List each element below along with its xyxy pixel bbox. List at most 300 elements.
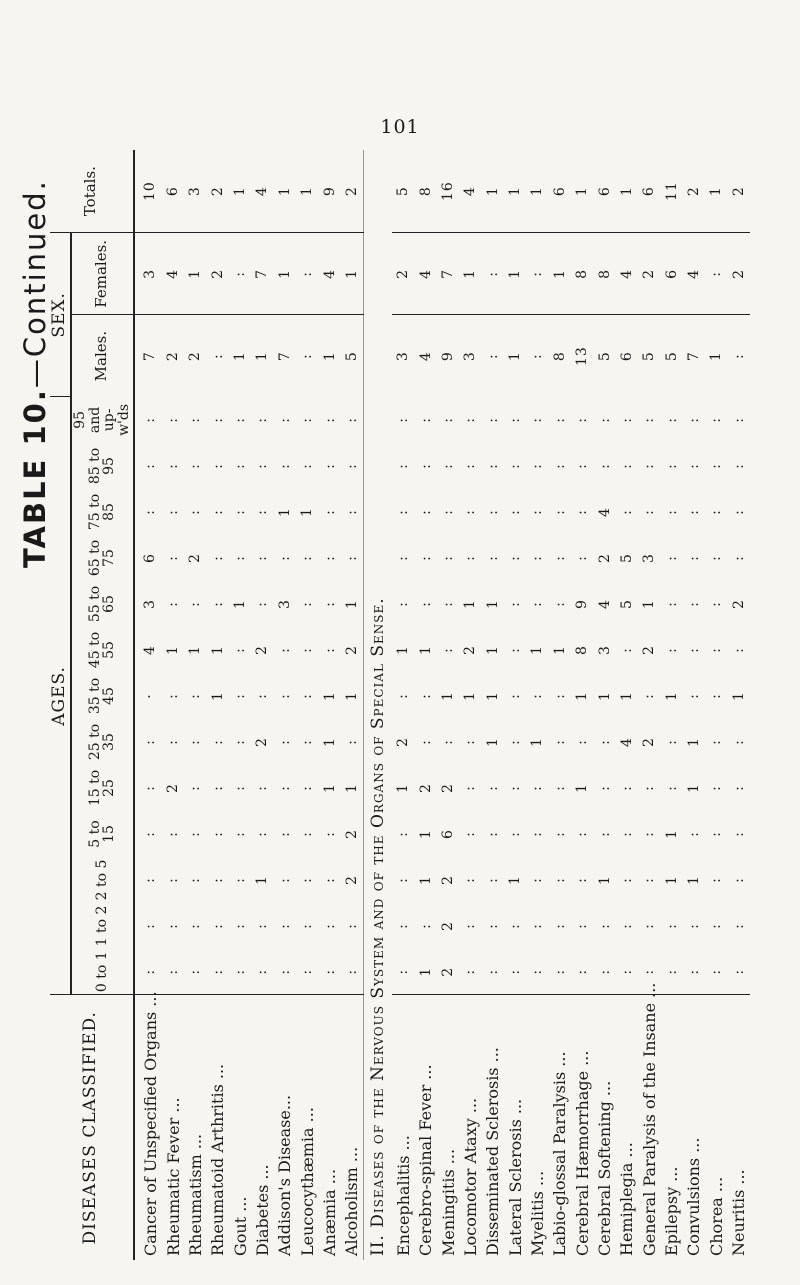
disease-name: Myelitis ... xyxy=(526,995,548,1260)
age-cell: : xyxy=(484,555,501,561)
age-cell: : xyxy=(165,417,181,423)
table-row xyxy=(296,150,318,1260)
diseases-header: DISEASES CLASSIFIED. xyxy=(50,995,134,1260)
table-title-rest: —Continued. xyxy=(18,179,52,389)
rotated-table-container xyxy=(50,150,750,1260)
males-cell: 2 xyxy=(184,315,206,397)
age-cell: : xyxy=(232,968,249,975)
age-cell: : xyxy=(254,968,271,975)
table-row xyxy=(638,150,660,1260)
age-column-header: 95 and up-w'ds xyxy=(71,403,132,436)
age-cell: : xyxy=(730,831,747,837)
table-row xyxy=(683,150,705,1260)
age-cell: : xyxy=(685,555,702,561)
disease-name: Locomotor Ataxy ... xyxy=(459,995,481,1260)
total-cell: 5 xyxy=(395,186,412,197)
disease-name: Addison's Disease... xyxy=(274,995,296,1260)
disease-name: Anæmia ... xyxy=(318,995,340,1260)
females-cell: 7 xyxy=(251,233,273,315)
age-cell: 1 xyxy=(417,966,434,977)
age-cell: : xyxy=(254,555,271,561)
age-cell: 1 xyxy=(321,737,338,747)
males-cell: 5 xyxy=(638,315,660,397)
age-cell: 4 xyxy=(618,737,635,747)
age-cell: : xyxy=(232,647,249,653)
age-cell: : xyxy=(276,647,293,653)
table-row xyxy=(318,150,340,1260)
table-row xyxy=(134,150,162,1260)
age-column-header: 55 to 65 xyxy=(86,585,118,623)
header-row-groups xyxy=(50,150,71,1260)
age-cell: : xyxy=(299,693,316,699)
age-cell: : xyxy=(209,601,226,607)
age-cell: : xyxy=(395,601,412,607)
age-cell: : xyxy=(529,923,546,929)
disease-name: Cerebral Hæmorrhage ... xyxy=(571,995,593,1260)
age-cell: 1 xyxy=(618,691,635,701)
age-cell: : xyxy=(529,785,546,791)
age-cell: : xyxy=(641,968,658,975)
disease-name: Lateral Sclerosis ... xyxy=(504,995,526,1260)
disease-name: Cerebral Softening ... xyxy=(593,995,615,1260)
age-cell: : xyxy=(574,923,591,929)
age-cell: : xyxy=(618,509,635,515)
age-cell: : xyxy=(462,463,479,469)
age-cell: : xyxy=(484,463,501,469)
age-cell: 1 xyxy=(254,875,271,885)
age-cell: 1 xyxy=(663,875,680,885)
age-cell: 1 xyxy=(462,691,479,701)
total-cell: 1 xyxy=(507,186,524,197)
age-cell: : xyxy=(641,831,658,837)
table-row xyxy=(482,150,504,1260)
age-cell: : xyxy=(618,647,635,653)
age-cell: : xyxy=(395,968,412,975)
age-cell: : xyxy=(299,463,316,469)
age-cell: : xyxy=(708,601,725,607)
age-cell: : xyxy=(574,555,591,561)
age-cell: : xyxy=(187,463,204,469)
total-cell: 10 xyxy=(142,181,159,202)
males-cell: : xyxy=(482,315,504,397)
age-cell: : xyxy=(484,785,501,791)
table-row xyxy=(274,150,296,1260)
females-cell: 3 xyxy=(134,233,162,315)
age-cell: : xyxy=(395,417,412,423)
males-cell: 5 xyxy=(341,315,364,397)
age-cell: 3 xyxy=(641,553,658,563)
males-cell: 4 xyxy=(415,315,437,397)
males-cell: : xyxy=(728,315,750,397)
total-cell: 4 xyxy=(462,186,479,197)
age-cell: : xyxy=(618,463,635,469)
section-row xyxy=(364,150,393,1260)
age-cell: 4 xyxy=(596,599,613,609)
table-row xyxy=(571,150,593,1260)
males-cell: 5 xyxy=(593,315,615,397)
section-title: II. Diseases of the Nervous System and of the Organs of Special Sense. xyxy=(364,150,393,1260)
total-cell: 1 xyxy=(618,186,635,197)
age-cell: 1 xyxy=(395,783,412,793)
page-number: 101 xyxy=(380,116,420,138)
age-cell: : xyxy=(321,463,338,469)
age-cell: : xyxy=(187,739,204,745)
age-cell: : xyxy=(440,463,457,469)
age-cell: : xyxy=(685,831,702,837)
age-cell: : xyxy=(507,785,524,791)
total-cell: 2 xyxy=(730,186,747,197)
age-cell: : xyxy=(209,509,226,515)
age-cell: : xyxy=(165,509,181,515)
age-cell: : xyxy=(484,923,501,929)
age-cell: : xyxy=(551,601,568,607)
females-cell: 2 xyxy=(392,233,414,315)
age-cell: : xyxy=(507,831,524,837)
age-cell: : xyxy=(641,877,658,883)
age-cell: : xyxy=(417,601,434,607)
age-cell: : xyxy=(142,417,159,423)
age-cell: 1 xyxy=(529,737,546,747)
age-cell: : xyxy=(276,739,293,745)
table-title xyxy=(18,179,52,568)
age-cell: : xyxy=(417,739,434,745)
age-cell: 6 xyxy=(142,553,159,563)
age-cell: : xyxy=(165,923,181,929)
females-cell: 1 xyxy=(184,233,206,315)
age-cell: 1 xyxy=(484,599,501,609)
age-cell: : xyxy=(276,693,293,699)
age-cell: : xyxy=(276,831,293,837)
age-cell: 2 xyxy=(165,783,181,793)
age-cell: : xyxy=(484,417,501,423)
age-cell: : xyxy=(507,417,524,423)
age-cell: : xyxy=(663,555,680,561)
females-cell: 2 xyxy=(728,233,750,315)
age-cell: : xyxy=(254,693,271,699)
age-cell: : xyxy=(641,509,658,515)
age-column-header: 5 to 15 xyxy=(86,820,118,848)
age-cell: : xyxy=(254,509,271,515)
table-row xyxy=(660,150,682,1260)
females-cell: : xyxy=(229,233,251,315)
age-cell: : xyxy=(574,509,591,515)
females-cell: : xyxy=(705,233,727,315)
age-cell: : xyxy=(232,693,249,699)
age-cell: 1 xyxy=(440,691,457,701)
males-cell: 5 xyxy=(660,315,682,397)
age-cell: : xyxy=(276,555,293,561)
age-cell: : xyxy=(440,601,457,607)
total-cell: 1 xyxy=(574,186,591,197)
total-cell: 8 xyxy=(417,186,434,197)
age-cell: 1 xyxy=(685,737,702,747)
age-cell: 8 xyxy=(574,645,591,655)
age-cell: : xyxy=(417,417,434,423)
age-cell: : xyxy=(730,647,747,653)
age-cell: : xyxy=(187,831,204,837)
total-cell: 1 xyxy=(299,186,316,197)
males-cell: 7 xyxy=(134,315,162,397)
age-cell: 2 xyxy=(440,783,457,793)
age-cell: : xyxy=(209,968,226,975)
age-cell: : xyxy=(209,877,226,883)
table-row xyxy=(341,150,364,1260)
age-cell: : xyxy=(232,555,249,561)
age-cell: : xyxy=(254,923,271,929)
age-cell: : xyxy=(730,509,747,515)
age-cell: : xyxy=(663,647,680,653)
table-row xyxy=(504,150,526,1260)
age-cell: : xyxy=(165,463,181,469)
age-cell: : xyxy=(321,968,338,975)
total-cell: 2 xyxy=(209,186,226,197)
males-cell: 13 xyxy=(571,315,593,397)
age-cell: 5 xyxy=(618,553,635,563)
ages-header: AGES. xyxy=(50,397,71,995)
age-cell: : xyxy=(551,785,568,791)
age-cell: : xyxy=(187,509,204,515)
age-cell: : xyxy=(276,417,293,423)
age-cell: : xyxy=(395,693,412,699)
age-column-header: 1 to 2 xyxy=(93,905,110,947)
age-cell: 1 xyxy=(507,875,524,885)
table-row xyxy=(728,150,750,1260)
males-cell: : xyxy=(207,315,229,397)
age-cell: : xyxy=(529,417,546,423)
total-cell: 6 xyxy=(596,186,613,197)
age-cell: : xyxy=(507,509,524,515)
age-cell: : xyxy=(343,923,360,929)
age-cell: 1 xyxy=(551,645,568,655)
total-cell: 1 xyxy=(232,186,249,197)
age-cell: : xyxy=(462,831,479,837)
age-cell: : xyxy=(165,601,181,607)
males-cell: 1 xyxy=(229,315,251,397)
age-cell: : xyxy=(663,601,680,607)
age-cell: : xyxy=(685,601,702,607)
disease-name: Labio-glossal Paralysis ... xyxy=(549,995,571,1260)
age-cell: : xyxy=(232,877,249,883)
age-column-header: 15 to 25 xyxy=(86,769,118,807)
age-cell: 2 xyxy=(254,645,271,655)
age-cell: 1 xyxy=(484,737,501,747)
age-cell: : xyxy=(209,555,226,561)
age-cell: : xyxy=(417,555,434,561)
age-cell: 2 xyxy=(462,645,479,655)
age-cell: 1 xyxy=(232,599,249,609)
age-cell: : xyxy=(551,968,568,975)
age-cell: : xyxy=(299,923,316,929)
disease-name: Hemiplegia ... xyxy=(616,995,638,1260)
age-cell: : xyxy=(618,417,635,423)
age-cell: : xyxy=(276,463,293,469)
totals-header: Totals. xyxy=(81,166,100,217)
age-cell: : xyxy=(165,739,181,745)
table-row xyxy=(593,150,615,1260)
age-cell: : xyxy=(299,601,316,607)
age-cell: : xyxy=(529,509,546,515)
total-cell: 1 xyxy=(529,186,546,197)
total-cell: 3 xyxy=(187,186,204,197)
age-cell: : xyxy=(574,417,591,423)
age-cell: : xyxy=(551,877,568,883)
table-row xyxy=(229,150,251,1260)
age-cell: : xyxy=(187,785,204,791)
age-cell: : xyxy=(641,417,658,423)
age-cell: : xyxy=(299,968,316,975)
age-cell: 1 xyxy=(417,875,434,885)
age-cell: : xyxy=(187,968,204,975)
age-cell: 1 xyxy=(417,829,434,839)
age-cell: : xyxy=(395,831,412,837)
age-column-header: 75 to 85 xyxy=(86,493,118,531)
age-cell: : xyxy=(232,831,249,837)
age-cell: : xyxy=(299,785,316,791)
age-cell: : xyxy=(507,693,524,699)
females-cell: 1 xyxy=(459,233,481,315)
disease-name: Cancer of Unspecified Organs ... xyxy=(134,995,162,1260)
age-cell: : xyxy=(462,877,479,883)
age-column-header: 2 to 5 xyxy=(93,859,110,901)
age-cell: : xyxy=(484,831,501,837)
females-cell: 2 xyxy=(638,233,660,315)
females-cell: 2 xyxy=(207,233,229,315)
total-cell: 11 xyxy=(663,181,680,202)
table-row xyxy=(184,150,206,1260)
total-cell: 2 xyxy=(343,186,360,197)
table-row xyxy=(162,150,184,1260)
age-cell: : xyxy=(596,785,613,791)
age-cell: : xyxy=(551,739,568,745)
age-cell: : xyxy=(507,647,524,653)
age-cell: : xyxy=(551,417,568,423)
total-cell: 1 xyxy=(276,186,293,197)
age-cell: : xyxy=(321,647,338,653)
age-cell: 1 xyxy=(641,599,658,609)
age-cell: : xyxy=(708,509,725,515)
age-cell: : xyxy=(343,555,360,561)
age-cell: : xyxy=(276,877,293,883)
age-column-header: 0 to 1 xyxy=(93,951,110,993)
age-cell: : xyxy=(187,923,204,929)
age-cell: 2 xyxy=(417,783,434,793)
age-cell: 1 xyxy=(165,645,181,655)
age-cell: : xyxy=(417,923,434,929)
age-cell: : xyxy=(529,555,546,561)
age-cell: : xyxy=(663,785,680,791)
age-cell: : xyxy=(276,785,293,791)
age-cell: 1 xyxy=(299,507,316,517)
disease-name: Convulsions ... xyxy=(683,995,705,1260)
age-column-header: 35 to 45 xyxy=(86,677,118,715)
age-cell: : xyxy=(142,877,159,883)
age-cell: : xyxy=(254,785,271,791)
females-cell: 1 xyxy=(549,233,571,315)
table-row xyxy=(207,150,229,1260)
age-cell: : xyxy=(484,877,501,883)
age-cell: : xyxy=(618,877,635,883)
total-cell: 2 xyxy=(685,186,702,197)
age-cell: : xyxy=(299,877,316,883)
age-cell: : xyxy=(596,923,613,929)
females-cell: 1 xyxy=(341,233,364,315)
table-row xyxy=(392,150,414,1260)
age-cell: : xyxy=(299,555,316,561)
age-cell: : xyxy=(142,509,159,515)
age-cell: 1 xyxy=(209,645,226,655)
age-column-header: 45 to 55 xyxy=(86,631,118,669)
age-cell: 2 xyxy=(641,645,658,655)
age-cell: : xyxy=(232,509,249,515)
age-cell: : xyxy=(209,463,226,469)
total-cell: 1 xyxy=(484,186,501,197)
age-cell: : xyxy=(165,877,181,883)
age-cell: : xyxy=(254,831,271,837)
age-cell: : xyxy=(440,739,457,745)
age-cell: : xyxy=(440,647,457,653)
age-cell: : xyxy=(551,693,568,699)
disease-name: Neuritis ... xyxy=(728,995,750,1260)
age-cell: : xyxy=(209,785,226,791)
age-cell: 1 xyxy=(343,691,360,701)
age-cell: : xyxy=(529,877,546,883)
age-cell: : xyxy=(462,785,479,791)
age-cell: : xyxy=(663,923,680,929)
age-cell: 1 xyxy=(685,783,702,793)
disease-name: Rheumatic Fever ... xyxy=(162,995,184,1260)
age-cell: : xyxy=(663,739,680,745)
age-cell: : xyxy=(142,831,159,837)
age-cell: : xyxy=(321,509,338,515)
age-cell: : xyxy=(507,555,524,561)
females-cell: 1 xyxy=(504,233,526,315)
total-cell: 16 xyxy=(440,181,457,202)
age-cell: : xyxy=(417,463,434,469)
age-cell: 5 xyxy=(618,599,635,609)
disease-name: Rheumatoid Arthritis ... xyxy=(207,995,229,1260)
age-cell: : xyxy=(187,417,204,423)
age-cell: : xyxy=(321,877,338,883)
age-cell: 1 xyxy=(321,691,338,701)
age-cell: : xyxy=(507,463,524,469)
age-cell: : xyxy=(708,739,725,745)
age-cell: : xyxy=(685,647,702,653)
age-cell: : xyxy=(529,463,546,469)
disease-name: Disseminated Sclerosis ... xyxy=(482,995,504,1260)
table-row xyxy=(526,150,548,1260)
table-row xyxy=(705,150,727,1260)
females-header: Females. xyxy=(71,233,134,315)
age-cell: : xyxy=(618,923,635,929)
age-cell: 1 xyxy=(462,599,479,609)
age-cell: : xyxy=(551,509,568,515)
males-cell: 8 xyxy=(549,315,571,397)
age-cell: 3 xyxy=(276,599,293,609)
age-cell: 1 xyxy=(417,645,434,655)
age-cell: : xyxy=(165,555,181,561)
age-cell: : xyxy=(641,923,658,929)
age-cell: : xyxy=(574,968,591,975)
age-cell: 2 xyxy=(730,599,747,609)
age-cell: : xyxy=(551,831,568,837)
males-cell: 6 xyxy=(616,315,638,397)
age-cell: : xyxy=(618,831,635,837)
disease-name: Chorea ... xyxy=(705,995,727,1260)
age-cell: 2 xyxy=(641,737,658,747)
age-cell: 1 xyxy=(529,645,546,655)
age-cell: : xyxy=(321,601,338,607)
age-cell: 1 xyxy=(187,645,204,655)
